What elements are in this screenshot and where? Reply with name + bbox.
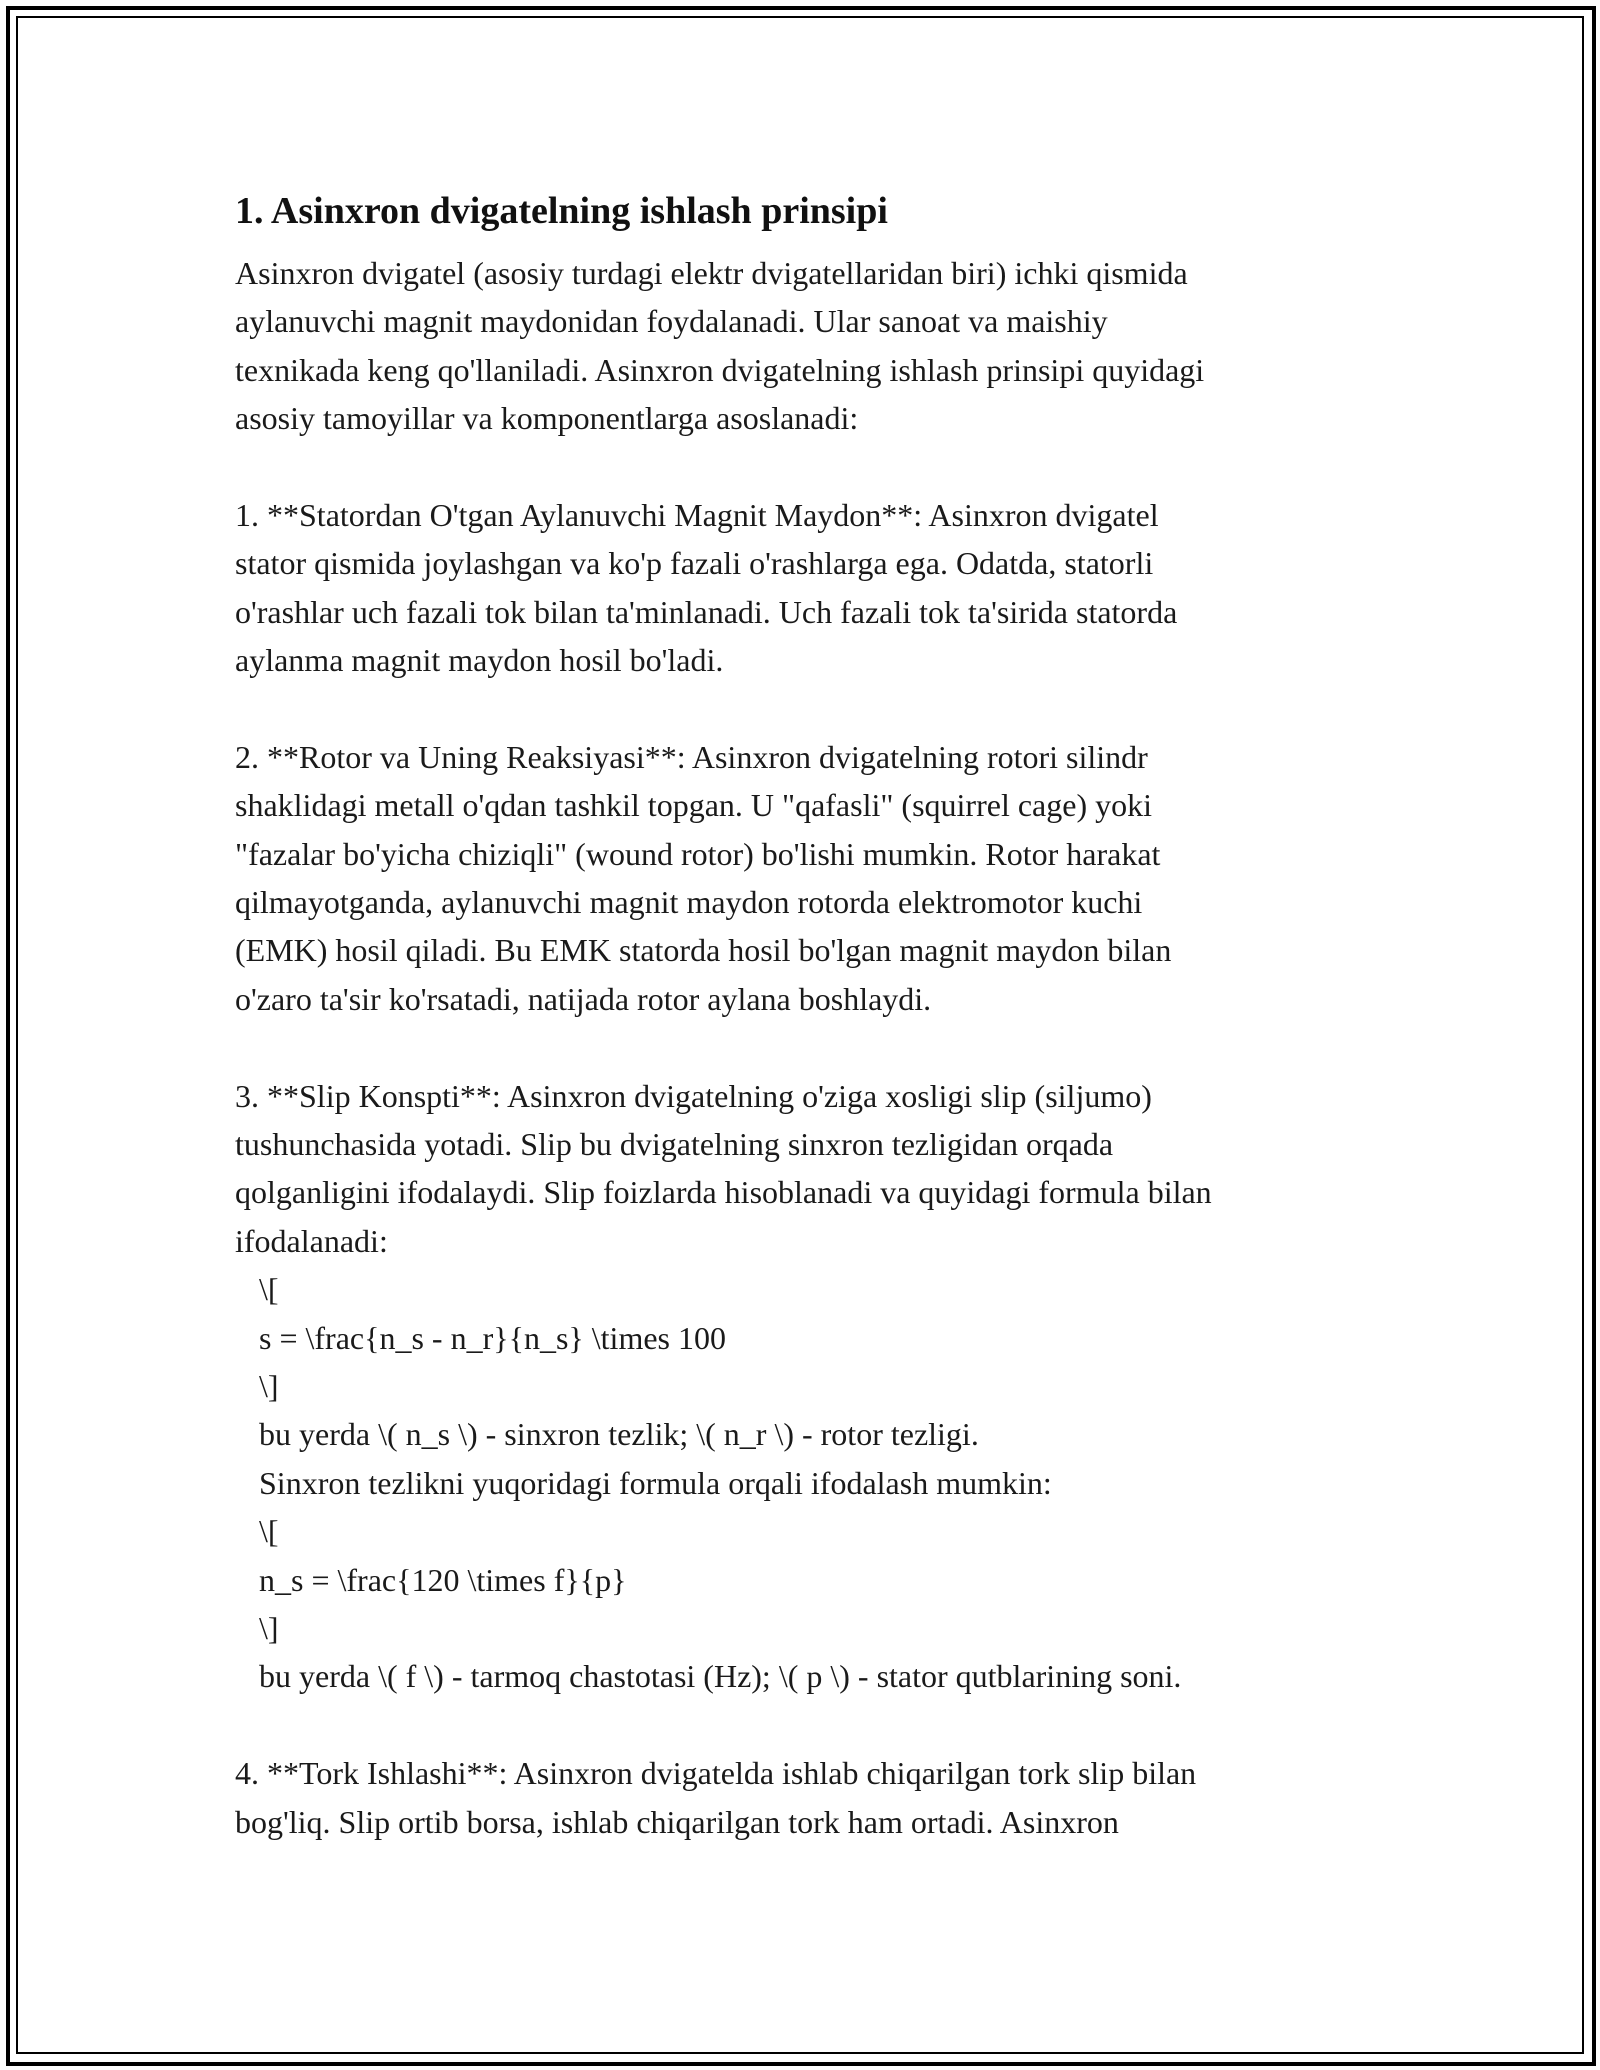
blank-line [235,685,1375,733]
text-line: asosiy tamoyillar va komponentlarga asoslanadi: [235,400,859,437]
text-line: aylanuvchi magnit maydonidan foydalanadi. Ular sanoat va maishiy [235,303,1108,340]
document-text [235,249,1375,1846]
text-line: shaklidagi metall o'qdan tashkil topgan. U "qafasli" (squirrel cage) yoki [235,787,1152,824]
text-line: 3. **Slip Konspti**: Asinxron dvigatelning o'ziga xosligi slip (siljumo) [235,1077,1152,1114]
blank-line [235,1701,1375,1749]
text-line: qolganligini ifodalaydi. Slip foizlarda hisoblanadi va quyidagi formula bilan [235,1174,1212,1211]
text-line: (EMK) hosil qiladi. Bu EMK statorda hosil bo'lgan magnit maydon bilan [235,932,1172,969]
text-line: Sinxron tezlikni yuqoridagi formula orqali ifodalash mumkin: [235,1464,1052,1501]
document-body [235,185,1375,1846]
text-line: stator qismida joylashgan va ko'p fazali o'rashlarga ega. Odatda, statorli [235,545,1154,582]
text-line: 1. **Statordan O'tgan Aylanuvchi Magnit Maydon**: Asinxron dvigatel [235,496,1159,533]
text-line: n_s = \frac{120 \times f}{p} [235,1561,627,1598]
text-line: bu yerda \( n_s \) - sinxron tezlik; \( n_r \) - rotor tezligi. [235,1416,979,1453]
text-line: ifodalanadi: [235,1222,388,1259]
text-line: \] [235,1609,279,1646]
text-line: texnikada keng qo'llaniladi. Asinxron dvigatelning ishlash prinsipi quyidagi [235,351,1205,388]
text-line: s = \frac{n_s - n_r}{n_s} \times 100 [235,1319,726,1356]
text-line: "fazalar bo'yicha chiziqli" (wound rotor) bo'lishi mumkin. Rotor harakat [235,835,1161,872]
text-line: qilmayotganda, aylanuvchi magnit maydon rotorda elektromotor kuchi [235,884,1143,921]
section-title: 1. Asinxron dvigatelning ishlash prinsipi [235,190,888,232]
text-line: 2. **Rotor va Uning Reaksiyasi**: Asinxron dvigatelning rotori silindr [235,738,1148,775]
blank-line [235,1023,1375,1071]
text-line: o'zaro ta'sir ko'rsatadi, natijada rotor aylana boshlaydi. [235,980,932,1017]
text-line: \] [235,1367,279,1404]
text-line: bog'liq. Slip ortib borsa, ishlab chiqarilgan tork ham ortadi. Asinxron [235,1803,1119,1840]
text-line: 4. **Tork Ishlashi**: Asinxron dvigatelda ishlab chiqarilgan tork slip bilan [235,1755,1197,1792]
text-line: Asinxron dvigatel (asosiy turdagi elektr dvigatellaridan biri) ichki qismida [235,255,1188,291]
blank-line [235,443,1375,491]
text-line: tushunchasida yotadi. Slip bu dvigatelning sinxron tezligidan orqada [235,1126,1114,1163]
text-line: o'rashlar uch fazali tok bilan ta'minlanadi. Uch fazali tok ta'sirida statorda [235,593,1178,630]
text-line: aylanma magnit maydon hosil bo'ladi. [235,642,724,679]
text-line: \[ [235,1513,279,1550]
text-line: \[ [235,1271,279,1308]
text-line: bu yerda \( f \) - tarmoq chastotasi (Hz); \( p \) - stator qutblarining soni. [235,1658,1182,1695]
